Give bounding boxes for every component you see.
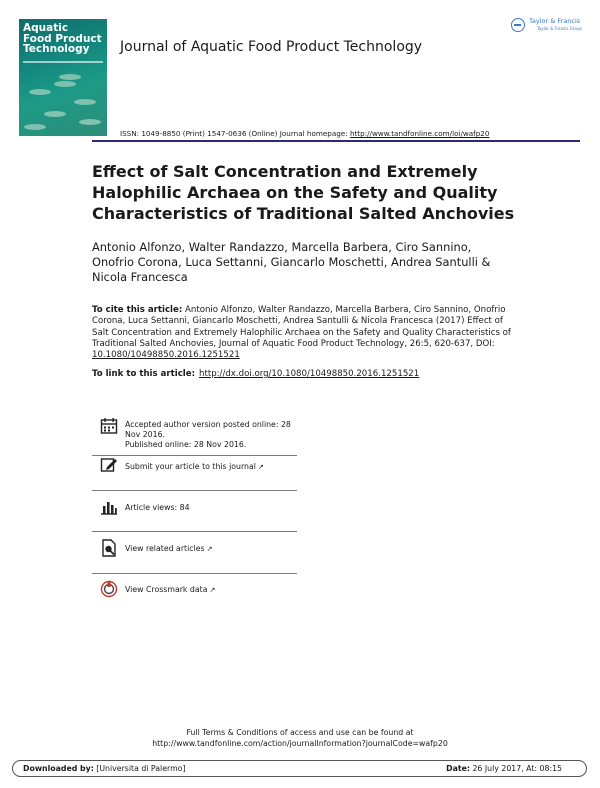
publisher-logo-name: Taylor & Francis: [529, 17, 581, 25]
article-doi-link[interactable]: http://dx.doi.org/10.1080/10498850.2016.1251521: [199, 369, 420, 379]
external-link-icon: ↗: [209, 586, 216, 594]
cover-fish: [79, 119, 101, 125]
terms-text: Full Terms & Conditions of access and use can be found at: [186, 728, 414, 737]
issn-text: ISSN: 1049-8850 (Print) 1547-0636 (Online) Journal homepage:: [120, 129, 350, 138]
downloaded-by: [23, 764, 185, 773]
accepted-date: Accepted author version posted online: 28 Nov 2016.: [125, 420, 291, 439]
external-link-icon: ↗: [257, 463, 264, 471]
panel-divider: [92, 490, 297, 491]
panel-divider: [92, 573, 297, 574]
panel-divider: [92, 531, 297, 532]
citation-label: To cite this article:: [92, 305, 183, 315]
panel-divider: [92, 455, 297, 456]
journal-homepage-link[interactable]: http://www.tandfonline.com/loi/wafp20: [349, 129, 490, 138]
bar-chart-icon: [100, 498, 118, 516]
terms-link[interactable]: http://www.tandfonline.com/action/journalInformation?journalCode=wafp20: [152, 739, 448, 748]
article-title: Effect of Salt Concentration and Extremely Halophilic Archaea on the Safety and Quality Characteristics of Traditional Salted Anchovies: [92, 162, 515, 223]
cover-fish: [54, 81, 76, 87]
crossmark-link[interactable]: [125, 585, 295, 595]
citation-text: Antonio Alfonzo, Walter Randazzo, Marcella Barbera, Ciro Sannino, Onofrio Corona, Luca Settanni, Giancarlo Moschetti, Andrea Santulli & Nicola Francesca (2017) Effect of Salt Concentration and Extremely Halophilic Archaea on the Safety and Quality Characteristics of Traditional Salted Anchovies, Journal of Aquatic Food Product Technology, 26:5, 620-637, DOI:: [92, 305, 511, 349]
header-divider: [92, 140, 580, 142]
publisher-logo[interactable]: [511, 17, 583, 37]
cover-fish: [24, 124, 46, 130]
journal-name: Journal of Aquatic Food Product Technology: [120, 39, 423, 55]
cover-fish: [29, 89, 51, 95]
download-date: [446, 764, 562, 773]
cover-fish: [59, 74, 81, 80]
published-date: Published online: 28 Nov 2016.: [125, 440, 247, 449]
publisher-logo-group: Taylor & Francis Group: [537, 26, 582, 31]
calendar-icon: [100, 417, 118, 435]
issn-line: [120, 129, 489, 138]
downloaded-by-value: [Universita di Palermo]: [93, 764, 186, 773]
downloaded-by-label: Downloaded by:: [23, 764, 94, 773]
cover-title-line: Food Product: [23, 32, 102, 45]
journal-cover-image: [19, 19, 107, 136]
related-articles-link[interactable]: [125, 544, 295, 554]
article-link-label: To link to this article:: [92, 369, 196, 379]
cover-fish: [44, 111, 66, 117]
crossmark-label: View Crossmark data: [125, 585, 208, 594]
submit-article-label: Submit your article to this journal: [125, 462, 256, 471]
cover-title-line: Aquatic: [23, 22, 69, 34]
citation-doi-link[interactable]: 10.1080/10498850.2016.1251521: [92, 350, 240, 361]
edit-icon: [100, 456, 118, 474]
article-authors: Antonio Alfonzo, Walter Randazzo, Marcella Barbera, Ciro Sannino, Onofrio Corona, Luca Settanni, Giancarlo Moschetti, Andrea Santulli & Nicola Francesca: [92, 240, 491, 284]
related-articles-icon: [100, 539, 118, 557]
download-date-label: Date:: [446, 764, 470, 773]
crossmark-icon: [100, 580, 118, 598]
external-link-icon: ↗: [206, 545, 213, 553]
publisher-logo-icon: [511, 18, 525, 32]
article-link-row: [92, 369, 419, 379]
article-views-count: Article views: 84: [125, 503, 190, 512]
download-date-value: 26 July 2017, At: 08:15: [469, 764, 562, 773]
citation-block: [92, 305, 512, 361]
related-articles-label: View related articles: [125, 544, 205, 553]
cover-subtitle-bar: [23, 61, 103, 63]
cover-fish: [74, 99, 96, 105]
cover-title-line: Technology: [23, 43, 90, 55]
cover-title: [23, 23, 107, 55]
download-info-bar: [12, 760, 587, 777]
submit-article-link[interactable]: [125, 462, 295, 472]
